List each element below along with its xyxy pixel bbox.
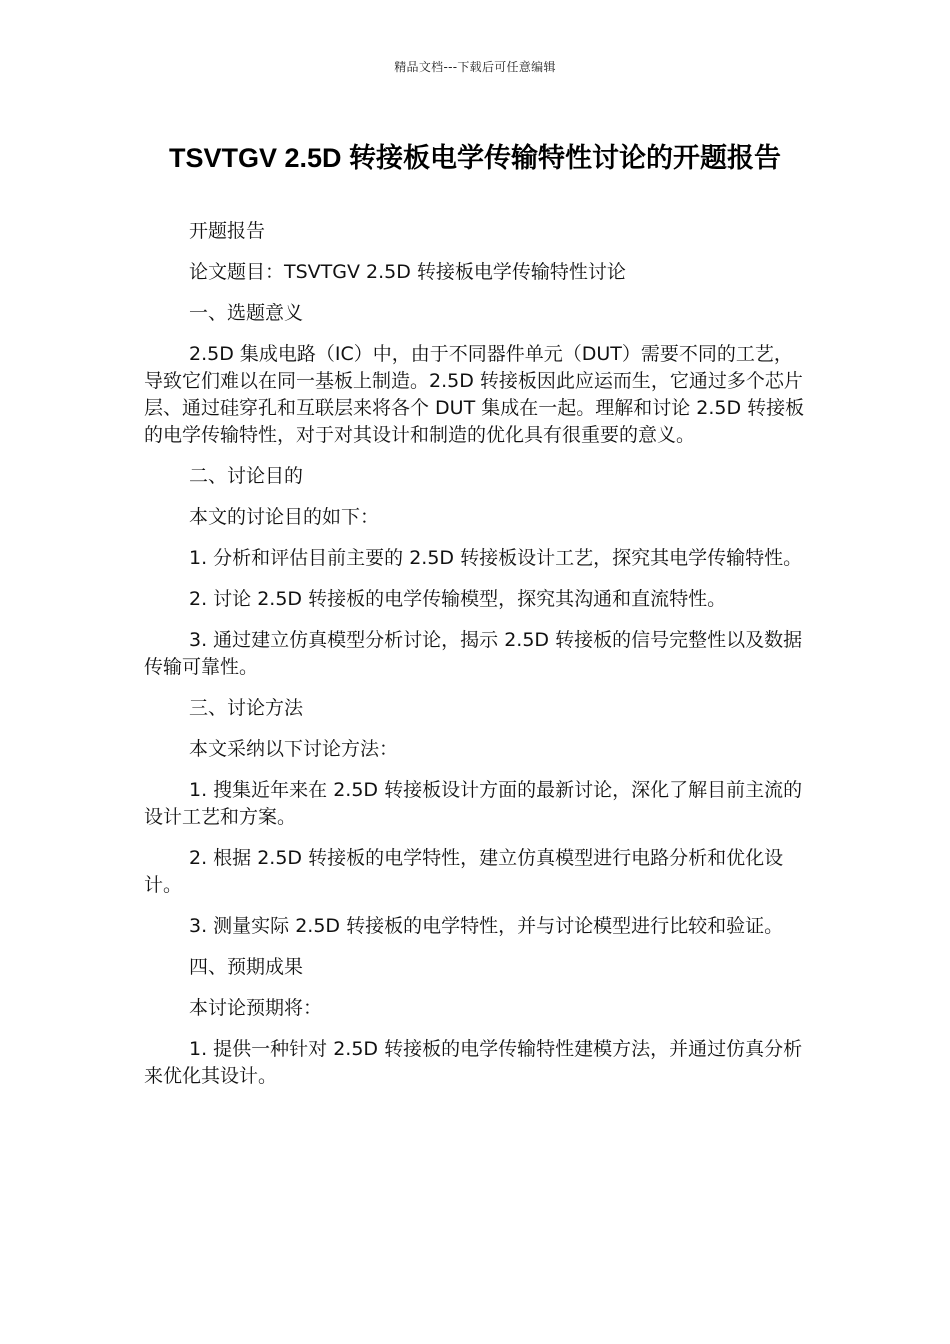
list-item: 1. 搜集近年来在 2.5D 转接板设计方面的最新讨论，深化了解目前主流的设计工艺和方案。 [144, 779, 803, 828]
body-paragraph: 本讨论预期将： [189, 997, 323, 1019]
list-item: 2. 讨论 2.5D 转接板的电学传输模型，探究其沟通和直流特性。 [189, 588, 727, 610]
list-item: 3. 测量实际 2.5D 转接板的电学特性，并与讨论模型进行比较和验证。 [189, 915, 784, 937]
body-paragraph: 2.5D 集成电路（IC）中，由于不同器件单元（DUT）需要不同的工艺，导致它们难以在同一基板上制造。2.5D 转接板因此应运而生，它通过多个芯片层、通过硅穿孔和互联层来将各个 DUT 集成在一起。理解和讨论 2.5D 转接板的电学传输特性，对于对其设计和制造的优化具有很重要的意义。 [144, 343, 805, 446]
section-label: 开题报告 [189, 220, 266, 242]
section-heading: 三、讨论方法 [189, 697, 304, 719]
list-item: 2. 根据 2.5D 转接板的电学特性，建立仿真模型进行电路分析和优化设计。 [144, 847, 784, 896]
section-heading: 二、讨论目的 [189, 465, 304, 487]
list-item: 1. 提供一种针对 2.5D 转接板的电学传输特性建模方法，并通过仿真分析来优化其设计。 [144, 1038, 803, 1087]
document-body [144, 218, 809, 1104]
section-heading: 一、选题意义 [189, 302, 304, 324]
body-paragraph: 本文的讨论目的如下： [189, 506, 380, 528]
list-item: 1. 分析和评估目前主要的 2.5D 转接板设计工艺，探究其电学传输特性。 [189, 547, 803, 569]
header-note: 精品文档---下载后可任意编辑 [394, 60, 556, 74]
thesis-title-line: 论文题目：TSVTGV 2.5D 转接板电学传输特性讨论 [189, 261, 626, 283]
document-title: TSVTGV 2.5D 转接板电学传输特性讨论的开题报告 [168, 143, 782, 173]
list-item: 3. 通过建立仿真模型分析讨论，揭示 2.5D 转接板的信号完整性以及数据传输可靠性。 [144, 629, 803, 678]
body-paragraph: 本文采纳以下讨论方法： [189, 738, 399, 760]
section-heading: 四、预期成果 [189, 956, 304, 978]
